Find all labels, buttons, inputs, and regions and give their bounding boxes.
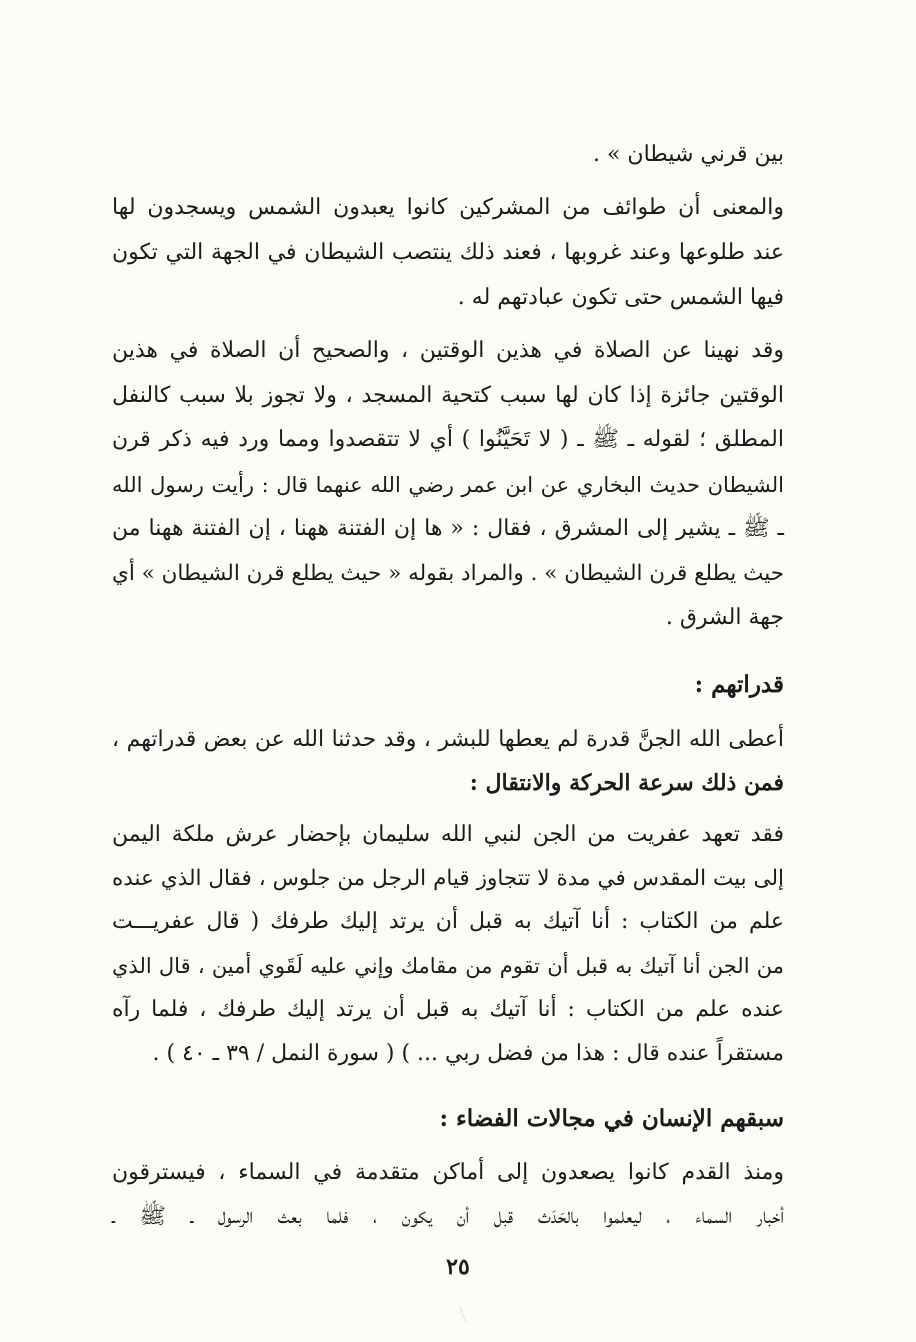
text-line: حيث يطلع قرن الشيطان » . والمراد بقوله « حيث يطلع قرن الشيطان » أي [112,561,784,586]
text-line: وقد نهينا عن الصلاة في هذين الوقتين ، والصحيح أن الصلاة في هذين [112,338,784,363]
text-line: إلى بيت المقدس في مدة لا تتجاوز قيام الرجل من جلوس ، فقال الذي عنده [112,866,784,891]
text-line: مستقراً عنده قال : هذا من فضل ربي ... ) ( سورة النمل / ٣٩ ـ ٤٠ ) . [152,1041,784,1066]
text-column [112,0,784,1342]
page-number: ٢٥ [446,1254,470,1280]
text-line: ومنذ القدم كانوا يصعدون إلى أماكن متقدمة في السماء ، فيسترقون [112,1160,784,1185]
text-line: من الجن أنا آتيك به قبل أن تقوم من مقامك وإني عليه لَقَوي أمين ، قال الذي [112,954,784,978]
text-line: جهة الشرق . [665,605,784,630]
text-line: علم من الكتاب : أنا آتيك به قبل أن يرتد إليك طرفك ( قال عفريـــت [112,909,784,934]
section-heading: قدراتهم : [694,671,784,698]
text-line: عنده علم من الكتاب : أنا آتيك به قبل أن يرتد إليك طرفك ، فلما رآه [112,997,784,1022]
section-heading: سبقهم الإنسان في مجالات الفضاء : [439,1105,784,1132]
text-line: المطلق ؛ لقوله ـ ﷺ ـ ( لا تَحَيَّنُوا ) أي لا تتقصدوا ومما ورد فيه ذكر قرن [112,427,784,452]
text-line: أعطى الله الجنَّ قدرة لم يعطها للبشر ، وقد حدثنا الله عن بعض قدراتهم ، [112,727,784,752]
text-line: الشيطان حديث البخاري عن ابن عمر رضي الله عنهما قال : رأيت رسول الله [112,473,784,497]
text-line: والمعنى أن طوائف من المشركين كانوا يعبدون الشمس ويسجدون لها [112,195,784,220]
text-line: عند طلوعها وعند غروبها ، فعند ذلك ينتصب الشيطان في الجهة التي تكون [112,240,784,265]
text-line: ـ ﷺ ـ يشير إلى المشرق ، فقال : « ها إن الفتنة ههنا ، إن الفتنة ههنا من [112,516,784,541]
text-line: الوقتين جائزة إذا كان لها سبب كتحية المسجد ، ولا تجوز بلا سبب كالنفل [112,383,784,408]
text-line: أخبار السماء ، ليعلموا بالحَدَث قبل أن يكون ، فلما بعث الرسول ـ ﷺ ـ [112,1204,784,1229]
text-line: فيها الشمس حتى تكون عبادتهم له . [457,285,784,310]
text-line: فمن ذلك سرعة الحركة والانتقال : [469,770,784,796]
text-line: بين قرني شيطان » . [592,142,784,167]
text-line: فقد تعهد عفريت من الجن لنبي الله سليمان بإحضار عرش ملكة اليمن [112,822,784,847]
